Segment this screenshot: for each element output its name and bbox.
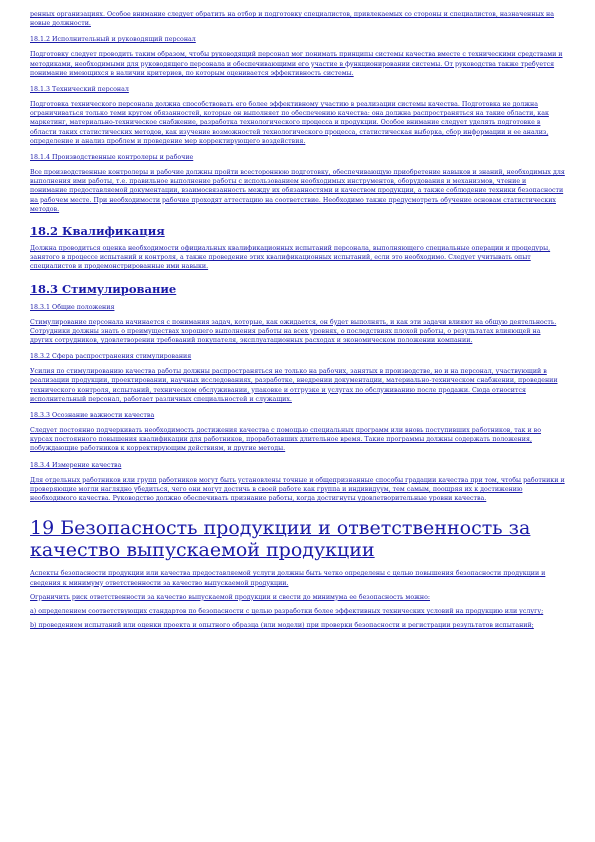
section-18-3-2-text[interactable]: Усилия по стимулированию качества работы должны распространяться не только на рабочих, занятых в производстве, но и на персонал, участвующий в реализации продукции, проектировании, научных исследованиях, разработке, внедрении документации, материально-техническом снабжении, проведении технического контроля, испытаний, техническом обслуживании, упаковке и отгрузке и услугах по обслуживанию после продажи. Сюда относится исполнительный персонал, работает различных специальностей и служащих. (30, 368, 558, 403)
section-18-3-1-title[interactable]: 18.3.1 Общие положения (30, 303, 115, 311)
section-18-1-2-title[interactable]: 18.1.2 Исполнительный и руководящий персонал (30, 36, 196, 44)
section-18-1-3-text[interactable]: Подготовка технического персонала должна способствовать его более эффективному участию в реализации системы качества. Подготовка не должна ограничиваться только теми кругом обязанностей, которые он выполняет по обеспечению качества: она должна распространяться на такие области, как маркетинг, материально-техническое снабжение, разработка технологического процесса и продукции. Особое внимание следует уделять подготовке в области таких статистических методов, как изучение возможностей технологического процесса, статистическая выборка, сбор информации и ее анализ, определение и анализ проблем и проведение мер корректирующего воздействия. (30, 101, 549, 145)
section-19-item-b[interactable]: b) проведением испытаний или оценки проекта и опытного образца (или модели) при проверки безопасности и регистрации результатов испытаний; (30, 622, 534, 630)
section-18-3-1-text[interactable]: Стимулирование персонала начинается с понимания задач, которые, как ожидается, он будет выполнять, и как эти задачи влияют на общую деятельность. Сотрудники должны знать о преимуществах хорошего выполнения работы на всех уровнях, о последствиях плохой работы, о результатах влияющей на других сотрудников, удовлетворении требований покупателя, эксплуатационных расходах и экономическом положении компании. (30, 318, 557, 345)
section-18-3-3-text[interactable]: Следует постоянно подчеркивать необходимость достижения качества с помощью специальных программ или вновь поступивших работников, так и во курсах постоянного повышения квалификации для работников, проработавших длительное время. Такие программы должны содержать положения, побуждающие работников к корректирующим действиям, и другие методы. (30, 427, 542, 453)
heading-19-product-safety[interactable]: 19 Безопасность продукции и ответственность за качество выпускаемой продукции (30, 517, 531, 562)
section-18-3-2-title[interactable]: 18.3.2 Сфера распространения стимулирования (30, 353, 192, 361)
section-19-paragraph-1[interactable]: Аспекты безопасности продукции или качества предоставляемой услуги должны быть четко определены с целью повышения безопасности продукции и сведения к минимуму ответственности за качество выпускаемой продукции. (30, 570, 546, 587)
section-18-3-4-text[interactable]: Для отдельных работников или групп работников могут быть установлены точные и общепризнанные способы градации качества при том, чтобы работники и проверяющие могли наглядно убедиться, чего они могут достичь в своей работе как группа и индивидуум, тем самым, поощряя их к достижению необходимого качества. Руководство должно обеспечивать признание работы, когда достигнуты удовлетворительные уровни качества. (30, 476, 565, 503)
qualification-text[interactable]: Должна проводиться оценка необходимости официальных квалификационных испытаний персонала, выполняющего специальные операции и процедуры, занятого в процессе испытаний и контроля, а также проведение этих квалификационных испытаний, если это необходимо. Следует учитывать опыт специалистов и продемонстрированные ими навыки. (30, 245, 551, 271)
section-18-1-4-text[interactable]: Все производственные контролеры и рабочие должны пройти всестороннюю подготовку, обеспечивающую приобретение навыков и знаний, необходимых для выполнения ими работы, т.е. правильное выполнение работы с использованием необходимых инструментов, оборудования и механизмов, чтение и понимание предоставляемой документации, взаимосвязанность между их обязанностями и качеством продукции, а также соблюдение техники безопасности на рабочем месте. При необходимости рабочие проходят аттестацию на соответствие. Необходимо также предусмотреть обучение основам статистических методов. (30, 169, 565, 213)
section-18-1-2-text[interactable]: Подготовку следует проводить таким образом, чтобы руководящий персонал мог понимать принципы системы качества вместе с техническими средствами и методиками, необходимыми для руководящего персонала и обеспечивающими его участие в функционировании системы. От руководства также требуется понимание имеющихся в наличии критериев, по которым оценивается эффективность системы. (30, 51, 563, 77)
heading-18-3-stimulation[interactable]: 18.3 Стимулирование (30, 281, 177, 296)
section-18-3-4-title[interactable]: 18.3.4 Измерение качества (30, 461, 122, 469)
section-19-item-a[interactable]: а) определением соответствующих стандартов по безопасности с целью разработки более эффективных технических условий на продукцию или услугу; (30, 607, 544, 615)
section-18-3-3-title[interactable]: 18.3.3 Осознание важности качества (30, 412, 155, 420)
intro-text[interactable]: ренных организациях. Особое внимание следует обратить на отбор и подготовку специалистов, привлекаемых со стороны и специалистов, назначенных на новые должности. (30, 11, 554, 28)
intro-paragraph[interactable] (30, 10, 565, 28)
section-19-paragraph-2[interactable]: Ограничить риск ответственности за качество выпускаемой продукции и свести до минимума ее безопасность можно: (30, 593, 431, 601)
section-18-1-4-title[interactable]: 18.1.4 Производственные контролеры и рабочие (30, 154, 194, 162)
heading-18-2-qualification[interactable]: 18.2 Квалификация (30, 224, 165, 239)
section-18-1-3-title[interactable]: 18.1.3 Технический персонал (30, 86, 129, 94)
